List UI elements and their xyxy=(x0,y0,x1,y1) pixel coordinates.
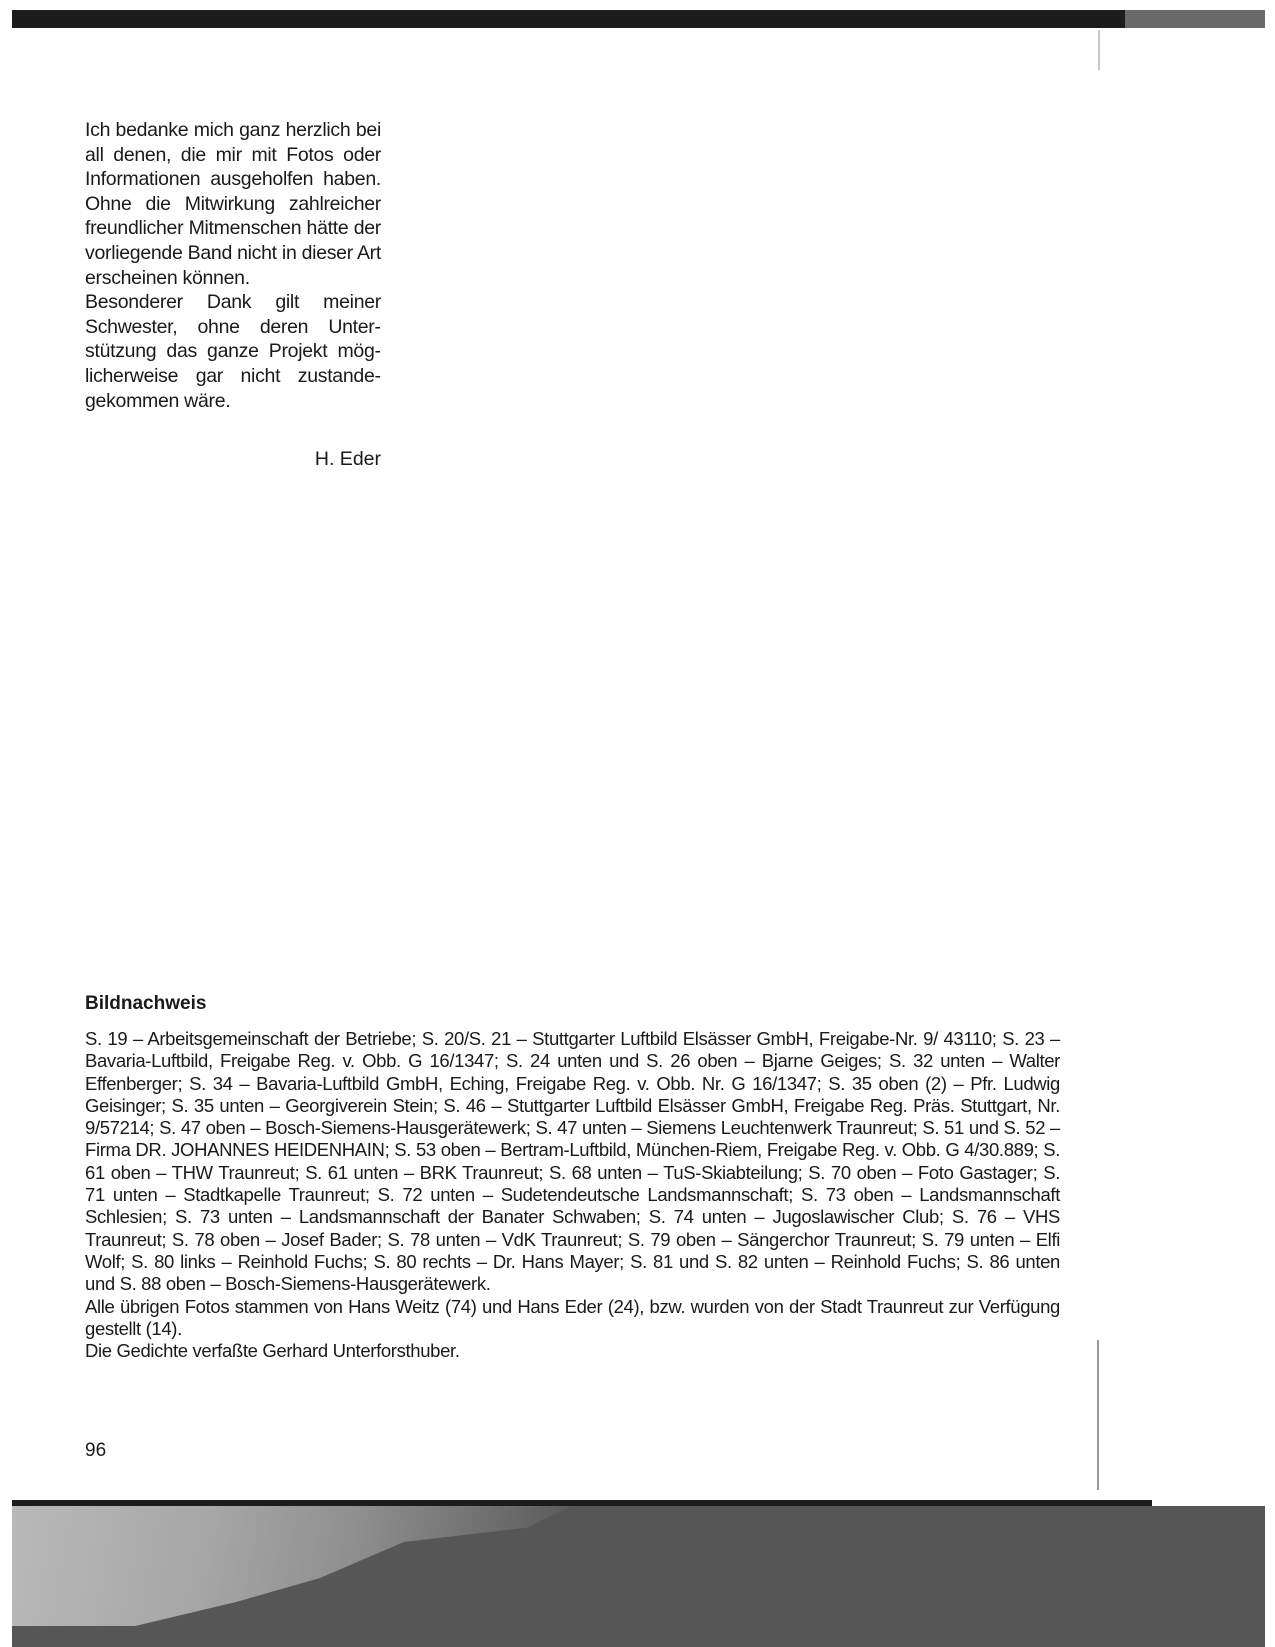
scan-edge-mark xyxy=(1098,30,1100,70)
scan-bottom-shadow xyxy=(12,1506,1265,1647)
picture-credits-heading: Bildnachweis xyxy=(85,993,207,1014)
scan-top-border xyxy=(12,10,1265,28)
picture-credits-text xyxy=(85,1028,1060,1362)
picture-credits-remaining-photos: Alle übrigen Fotos stammen von Hans Weitz (74) und Hans Eder (24), bzw. wurden von der Stadt Traunreut zur Verfügung gestellt (14). xyxy=(85,1295,1060,1339)
page-number: 96 xyxy=(85,1440,107,1461)
scan-edge-mark-lower xyxy=(1097,1340,1099,1490)
acknowledgement-paragraph-2: Besonderer Dank gilt meiner Schwester, ohne deren Unterstützung das ganze Projekt möglicherweise gar nicht zustandegekommen wäre. xyxy=(85,291,381,412)
picture-credits-list: S. 19 – Arbeitsgemeinschaft der Betriebe; S. 20/S. 21 – Stuttgarter Luftbild Elsässer GmbH, Freigabe-Nr. 9/ 43110; S. 23 – Bavaria-Luftbild, Freigabe Reg. v. Obb. G 16/1347; S. 24 unten und S. 26 oben – Bjarne Geiges; S. 32 unten – Walter Effenberger; S. 34 – Bavaria-Luftbild GmbH, Eching, Freigabe Reg. v. Obb. Nr. G 16/1347; S. 35 oben (2) – Pfr. Ludwig Geisinger; S. 35 unten – Georgiverein Stein; S. 46 – Stuttgarter Luftbild Elsässer GmbH, Freigabe Reg. Präs. Stuttgart, Nr. 9/57214; S. 47 oben – Bosch-Siemens-Hausgerätewerk; S. 47 unten – Siemens Leuchtenwerk Traunreut; S. 51 und S. 52 – Firma DR. JOHANNES HEIDENHAIN; S. 53 oben – Bertram-Luftbild, München-Riem, Freigabe Reg. v. Obb. G 4/30.889; S. 61 oben – THW Traunreut; S. 61 unten – BRK Traunreut; S. 68 unten – TuS-Skiabteilung; S. 70 oben – Foto Gastager; S. 71 unten – Stadtkapelle Traunreut; S. 72 unten – Sudetendeutsche Landsmannschaft; S. 73 oben – Landsmannschaft Schlesien; S. 73 unten – Landsmannschaft der Banater Schwaben; S. 74 unten – Jugoslawischer Club; S. 76 – VHS Traunreut; S. 78 oben – Josef Bader; S. 78 unten – VdK Traunreut; S. 79 oben – Sängerchor Traunreut; S. 79 unten – Elfi Wolf; S. 80 links – Reinhold Fuchs; S. 80 rechts – Dr. Hans Mayer; S. 81 und S. 82 unten – Reinhold Fuchs; S. 86 unten und S. 88 oben – Bosch-Siemens-Hausgerätewerk. xyxy=(85,1028,1060,1295)
author-signature: H. Eder xyxy=(314,448,381,470)
acknowledgement-paragraph-1: Ich bedanke mich ganz herzlich bei all denen, die mir mit Fotos oder Informationen ausgeholfen haben. Ohne die Mitwirkung zahlreicher freundlicher Mitmenschen hätte der vorliegende Band nicht in dieser Art erscheinen können. xyxy=(85,119,381,289)
picture-credits-poems: Die Gedichte verfaßte Gerhard Unterforsthuber. xyxy=(85,1340,460,1362)
acknowledgement-text xyxy=(85,118,381,413)
